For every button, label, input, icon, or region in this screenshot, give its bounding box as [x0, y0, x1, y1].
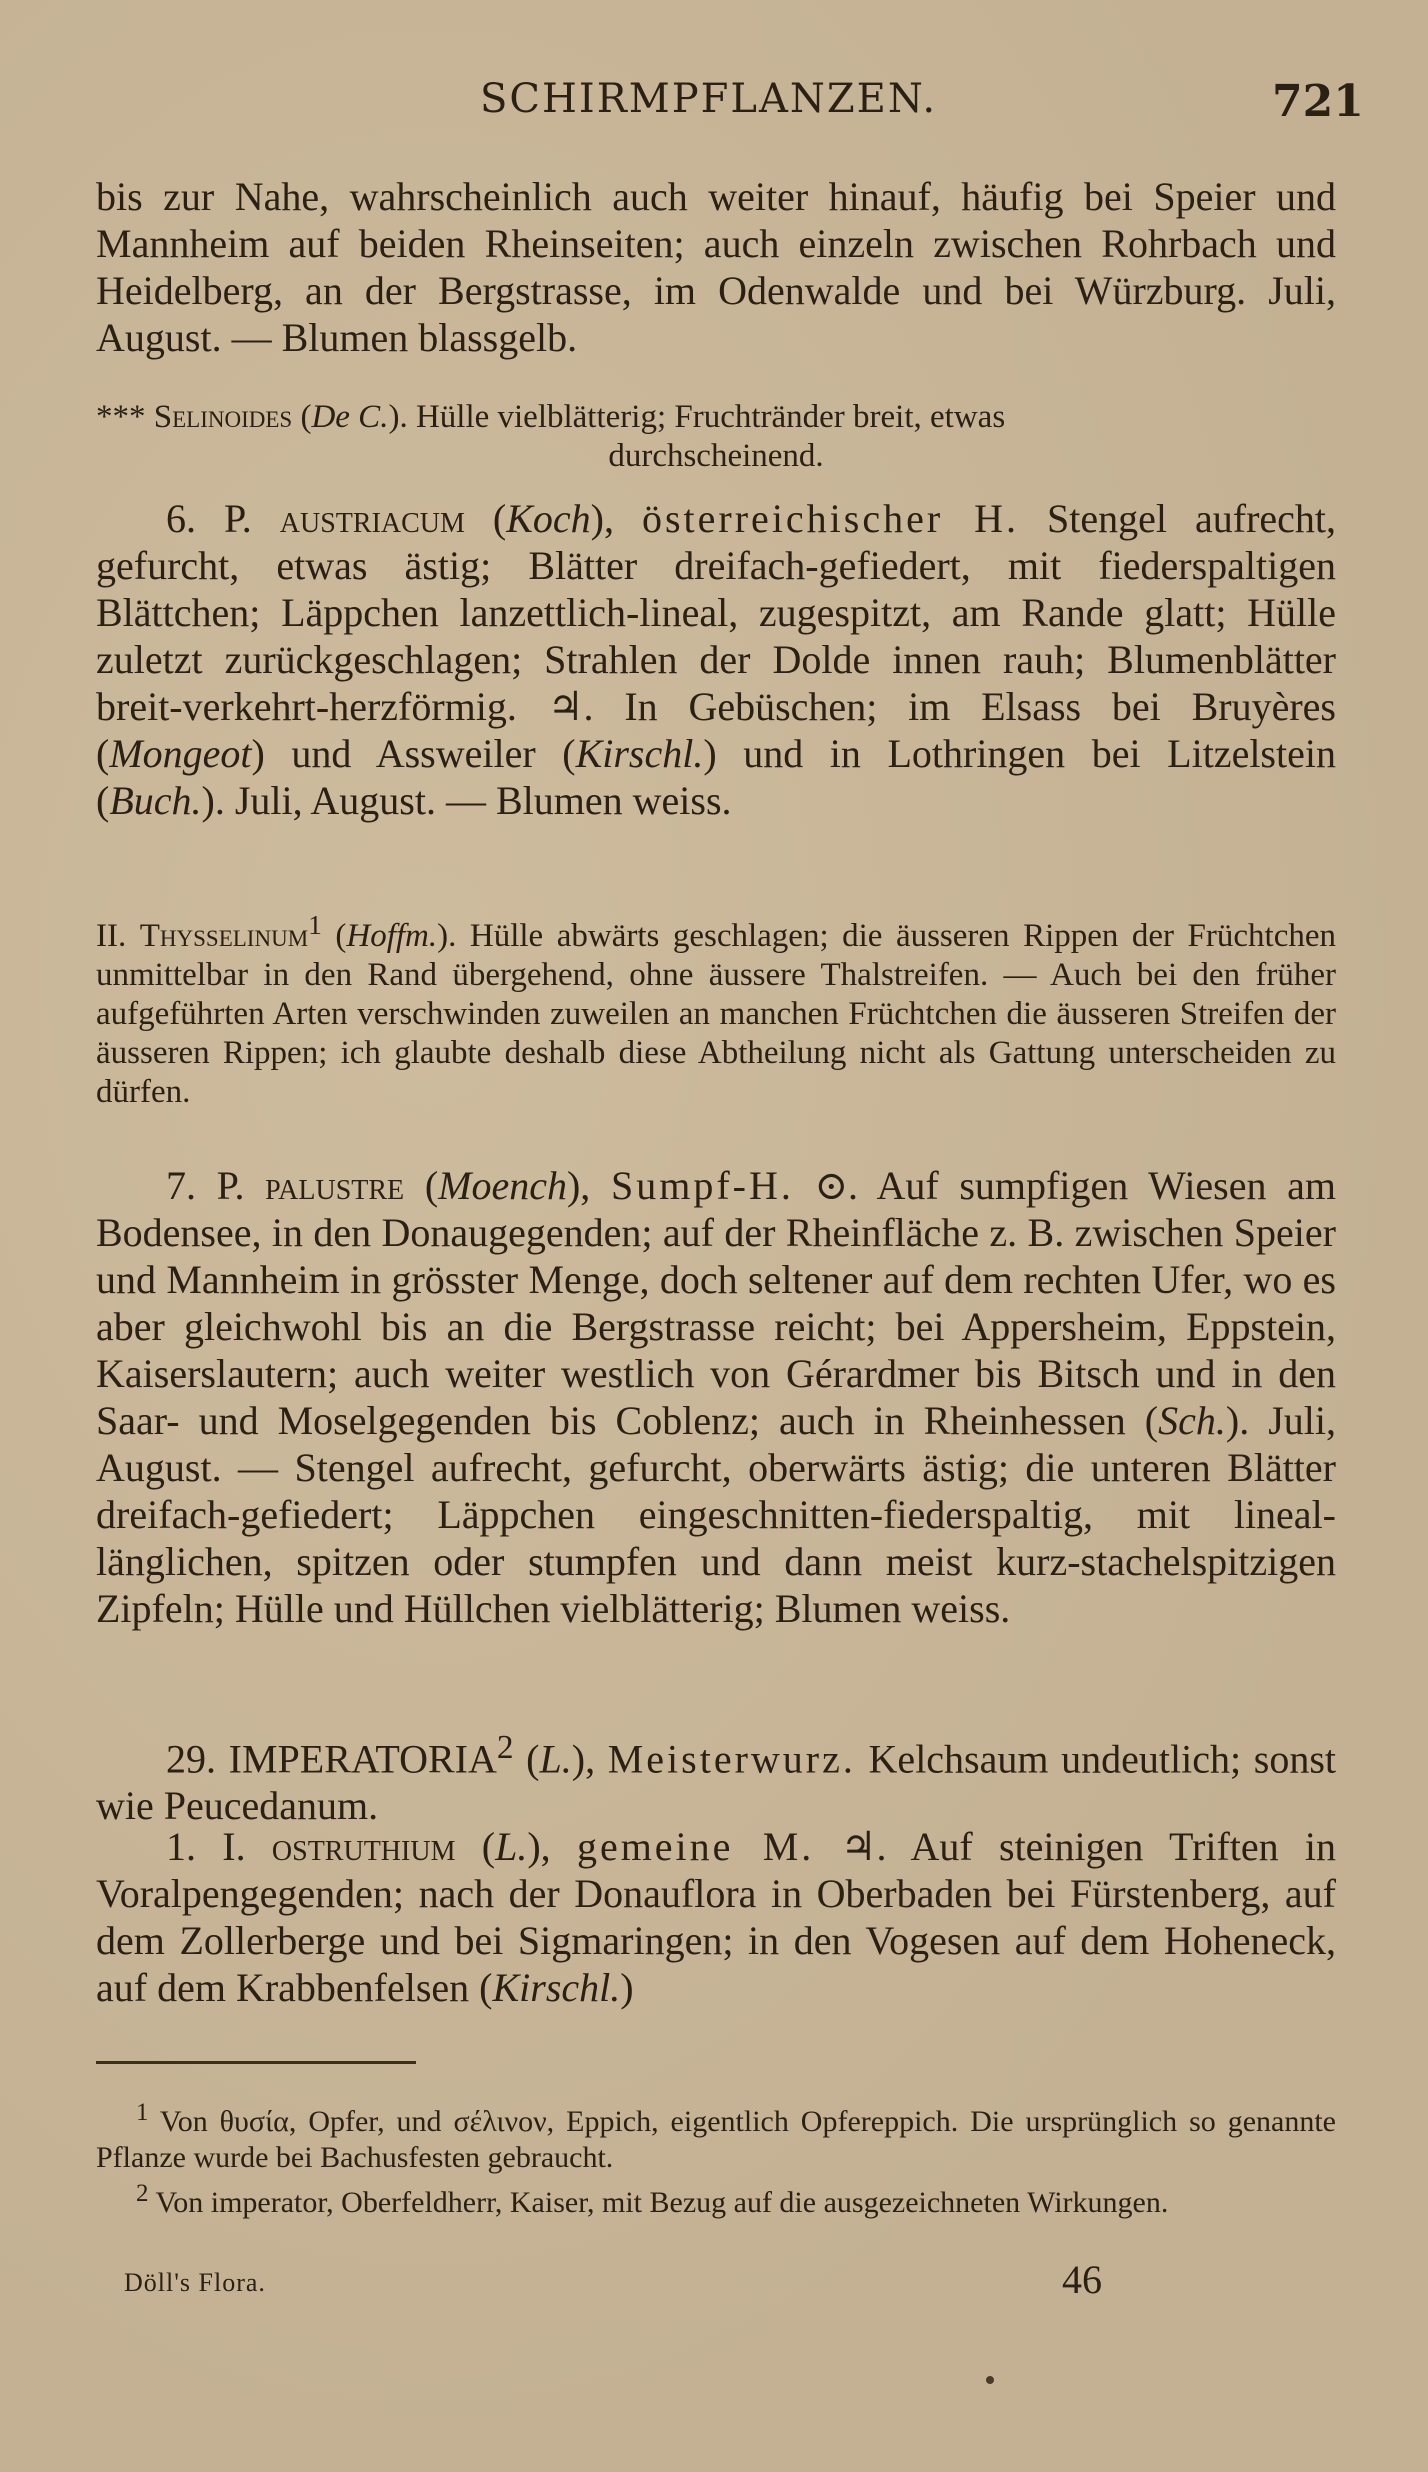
genus-number: 29.	[166, 1736, 216, 1782]
subsection-thysselinum: II. Thysselinum$^1$ (Hoffm.). Hülle abwärts geschlagen; die äusseren Rippen der Früchtchen unmittelbar in den Rand übergehend, ohne äussere Thalstreifen. — Auch bei den früher aufgeführten Arten verschwinden zuweilen an manchen Früchtchen die äusseren Streifen der äusseren Rippen; ich glaubte deshalb diese Abtheilung nicht als Gattung unterscheiden zu dürfen.	[96, 909, 1336, 1110]
source-reference: Kirschl.	[492, 1965, 621, 2010]
signature-mark: Döll's Flora.	[124, 2268, 266, 2297]
subsection-name: Thysselinum	[139, 918, 309, 954]
species-author: Moench	[438, 1163, 567, 1208]
footnote-text: Von imperator, Oberfeldherr, Kaiser, mit Bezug auf die ausgezeichneten Wirkungen.	[155, 2186, 1169, 2219]
paragraph-text: bis zur Nahe, wahrscheinlich auch weiter hinauf, häufig bei Speier und Mannheim auf beiden Rheinseiten; auch einzeln zwischen Rohrbach und Heidelberg, an der Bergstrasse, im Odenwalde und bei Würzburg. Juli, August. — Blumen blassgelb.	[96, 174, 1336, 360]
species-name: austriacum	[279, 496, 465, 541]
source-reference: Sch.	[1158, 1398, 1226, 1443]
species-number: 1. I.	[166, 1824, 246, 1869]
footnote-1	[96, 2095, 1336, 2176]
species-description: Stengel aufrecht, gefurcht, etwas ästig; Blätter dreifach-gefiedert, mit fiederspaltigen Blättchen; Läppchen lanzettlich-lineal, zugespitzt, am Rande glatt; Hülle zuletzt zurückgeschlagen; Strahlen der Dolde innen rauh; Blumenblätter breit-verkehrt-herzförmig. ♃. In Gebüschen; im Elsass bei Bruyères (	[96, 496, 1337, 776]
footnote-text: Von θυσία, Opfer, und σέλινον, Eppich, eigentlich Opfereppich. Die ursprünglich so genannte Pflanze wurde bei Bachusfesten gebraucht.	[96, 2105, 1336, 2174]
species-common-name: gemeine M.	[576, 1824, 815, 1869]
species-name: ostruthium	[271, 1824, 456, 1869]
section-description: ). Hülle vielblätterig; Fruchtränder breit, etwas	[388, 399, 1006, 435]
section-description-cont: durchscheinend.	[608, 438, 824, 474]
source-reference: Mongeot	[109, 731, 252, 776]
page-number: 721	[1272, 76, 1364, 127]
section-name: Selinoides	[153, 399, 293, 435]
footnotes	[96, 2095, 1336, 2221]
genus-description: Kelchsaum undeutlich; sonst wie Peucedanum.	[96, 1736, 1337, 1829]
species-entry-palustre: 7. P. palustre (Moench), Sumpf-H. ⊙. Auf sumpfigen Wiesen am Bodensee, in den Donaugegenden; auf der Rheinfläche z. B. zwischen Speier und Mannheim in grösster Menge, doch seltener auf dem rechten Ufer, wo es aber gleichwohl bis an die Bergstrasse reicht; bei Appersheim, Eppstein, Kaiserslautern; auch weiter westlich von Gérardmer bis Bitsch und in den Saar- und Moselgegenden bis Coblenz; auch in Rheinhessen (Sch.). Juli, August. — Stengel aufrecht, gefurcht, oberwärts ästig; die unteren Blätter dreifach-gefiedert; Läppchen eingeschnitten-fiederspaltig, mit lineal-länglichen, spitzen oder stumpfen und dann meist kurz-stachelspitzigen Zipfeln; Hülle und Hüllchen vielblätterig; Blumen weiss.	[96, 1163, 1337, 1631]
subsection-number: II.	[96, 918, 127, 954]
subsection-description: ). Hülle abwärts geschlagen; die äusseren Rippen der Früchtchen unmittelbar in den Rand übergehend, ohne äussere Thalstreifen. — Auch bei den früher aufgeführten Arten verschwinden zuweilen an manchen Früchtchen die äusseren Streifen der äusseren Rippen; ich glaubte deshalb diese Abtheilung nicht als Gattung unterscheiden zu dürfen.	[96, 918, 1336, 1110]
page-header	[0, 76, 1428, 136]
species-number: 7. P.	[166, 1163, 245, 1208]
species-author: L.	[495, 1824, 528, 1869]
genus-author: L.	[539, 1736, 572, 1782]
species-common-name: Sumpf-H.	[610, 1163, 794, 1208]
species-description: ⊙. Auf sumpfigen Wiesen am Bodensee, in den Donaugegenden; auf der Rheinfläche z. B. zwischen Speier und Mannheim in grösster Menge, doch seltener auf dem rechten Ufer, wo es aber gleichwohl bis an die Bergstrasse reicht; bei Appersheim, Eppstein, Kaiserslautern; auch weiter westlich von Gérardmer bis Bitsch und in den Saar- und Moselgegenden bis Coblenz; auch in Rheinhessen (	[96, 1163, 1337, 1443]
species-number: 6. P.	[166, 496, 252, 541]
ink-spot	[986, 2376, 994, 2384]
genus-name: IMPERATORIA	[228, 1736, 497, 1782]
species-author: Koch	[506, 496, 591, 541]
paragraph-continuation	[96, 173, 1336, 361]
species-description-cont: ). Juli, August. — Stengel aufrecht, gefurcht, oberwärts ästig; die unteren Blätter dreifach-gefiedert; Läppchen eingeschnitten-fiederspaltig, mit lineal-länglichen, spitzen oder stumpfen und dann meist kurz-stachelspitzigen Zipfeln; Hülle und Hüllchen vielblätterig; Blumen weiss.	[96, 1398, 1336, 1631]
footnote-mark: 2	[136, 2180, 149, 2207]
species-description-cont: ). Juli, August. — Blumen weiss.	[201, 778, 732, 823]
species-entry-austriacum: 6. P. austriacum (Koch), österreichischer H. Stengel aufrecht, gefurcht, etwas ästig; Blätter dreifach-gefiedert, mit fiederspaltigen Blättchen; Läppchen lanzettlich-lineal, zugespitzt, am Rande glatt; Hülle zuletzt zurückgeschlagen; Strahlen der Dolde innen rauh; Blumenblätter breit-verkehrt-herzförmig. ♃. In Gebüschen; im Elsass bei Bruyères (Mongeot) und Assweiler (Kirschl.) und in Lothringen bei Litzelstein (Buch.). Juli, August. — Blumen weiss.	[96, 496, 1337, 823]
source-reference: Buch.	[109, 778, 202, 823]
species-description-cont: )	[620, 1965, 634, 2010]
footnote-ref: 1	[308, 909, 322, 940]
running-title: SCHIRMPFLANZEN.	[480, 76, 938, 122]
species-description-cont: ) und in Lothringen bei Litzelstein (	[96, 731, 1336, 823]
species-name: palustre	[265, 1163, 405, 1208]
section-author: De C.	[311, 399, 389, 435]
species-description-cont: ) und Assweiler (	[251, 731, 576, 776]
footnote-2	[96, 2176, 1336, 2221]
footnote-mark: 1	[136, 2099, 149, 2126]
genus-entry-imperatoria: 29. IMPERATORIA$^2$ (L.), Meisterwurz. Kelchsaum undeutlich; sonst wie Peucedanum.	[96, 1729, 1337, 1829]
species-common-name: österreichischer H.	[641, 496, 1020, 541]
footnote-ref: 2	[496, 1729, 514, 1766]
subsection-author: Hoffm.	[346, 918, 438, 954]
species-description: ♃. Auf steinigen Triften in Voralpengegenden; nach der Donauflora in Oberbaden bei Fürstenberg, auf dem Zollerberge und bei Sigmaringen; in den Vogesen auf dem Hoheneck, auf dem Krabbenfelsen (	[96, 1824, 1337, 2010]
sheet-number: 46	[1062, 2257, 1102, 2302]
footnote-divider	[96, 2061, 416, 2064]
species-entry-ostruthium: 1. I. ostruthium (L.), gemeine M. ♃. Auf steinigen Triften in Voralpengegenden; nach der Donauflora in Oberbaden bei Fürstenberg, auf dem Zollerberge und bei Sigmaringen; in den Vogesen auf dem Hoheneck, auf dem Krabbenfelsen (Kirschl.)	[96, 1824, 1337, 2010]
section-marker: ***	[96, 399, 146, 435]
source-reference: Kirschl.	[575, 731, 704, 776]
genus-common-name: Meisterwurz.	[607, 1736, 856, 1782]
section-selinoides: *** Selinoides (De C.). Hülle vielblätterig; Fruchtränder breit, etwas durchscheinend.	[96, 398, 1336, 476]
